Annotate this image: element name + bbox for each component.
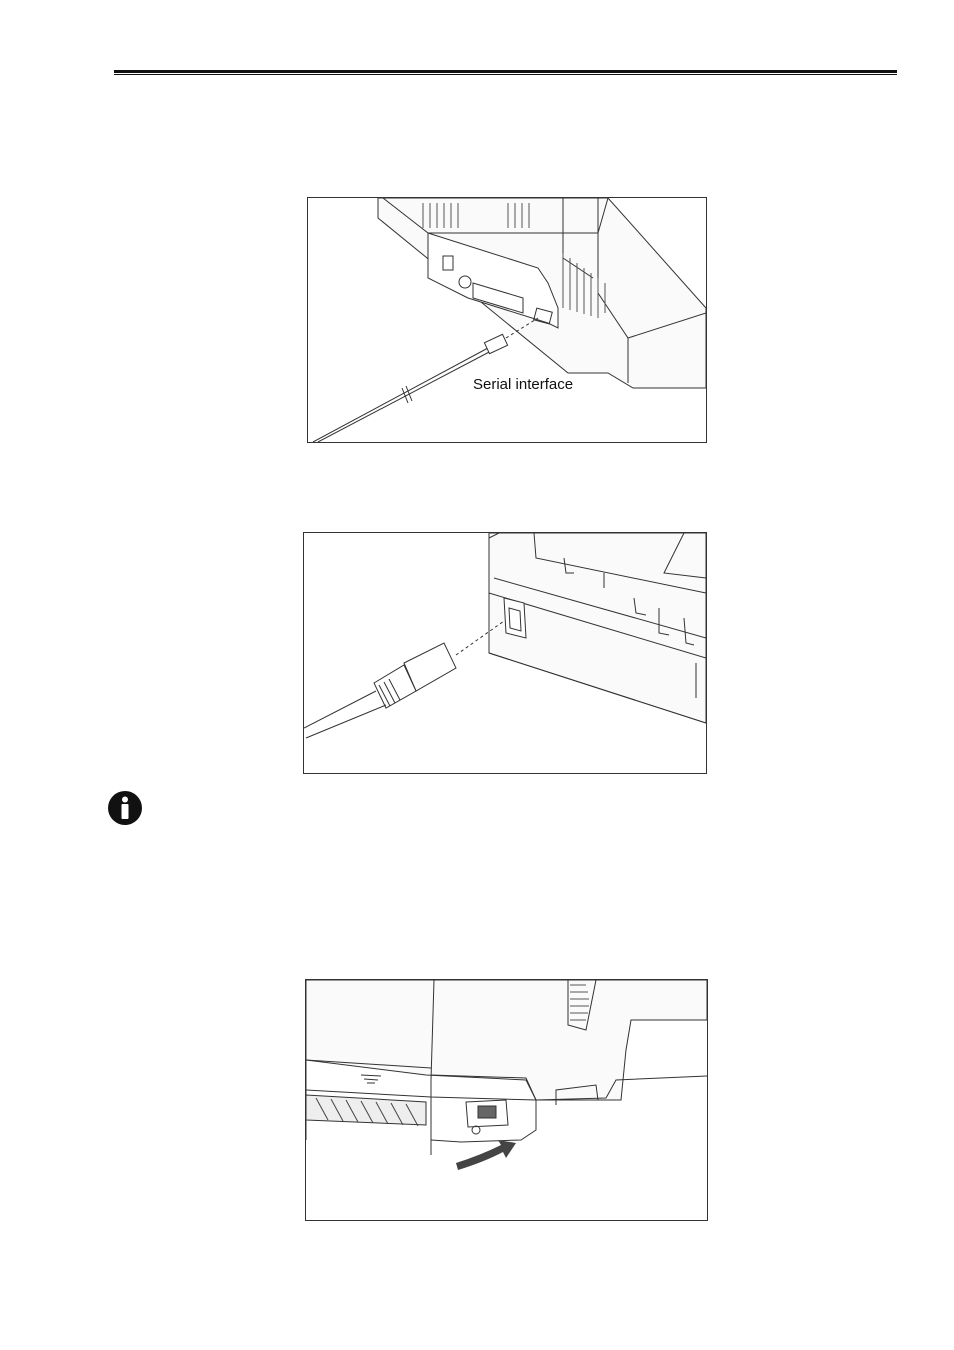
serial-interface-illustration bbox=[308, 198, 706, 442]
power-switch-illustration bbox=[306, 980, 707, 1220]
power-switch-figure bbox=[305, 979, 708, 1221]
header-rule-thin bbox=[114, 74, 897, 75]
header-rule bbox=[114, 70, 897, 76]
power-cord-illustration bbox=[304, 533, 706, 773]
power-cord-figure bbox=[303, 532, 707, 774]
serial-interface-label: Serial interface bbox=[473, 376, 574, 393]
header-rule-thick bbox=[114, 70, 897, 73]
serial-interface-figure bbox=[307, 197, 707, 443]
info-icon bbox=[107, 790, 143, 826]
